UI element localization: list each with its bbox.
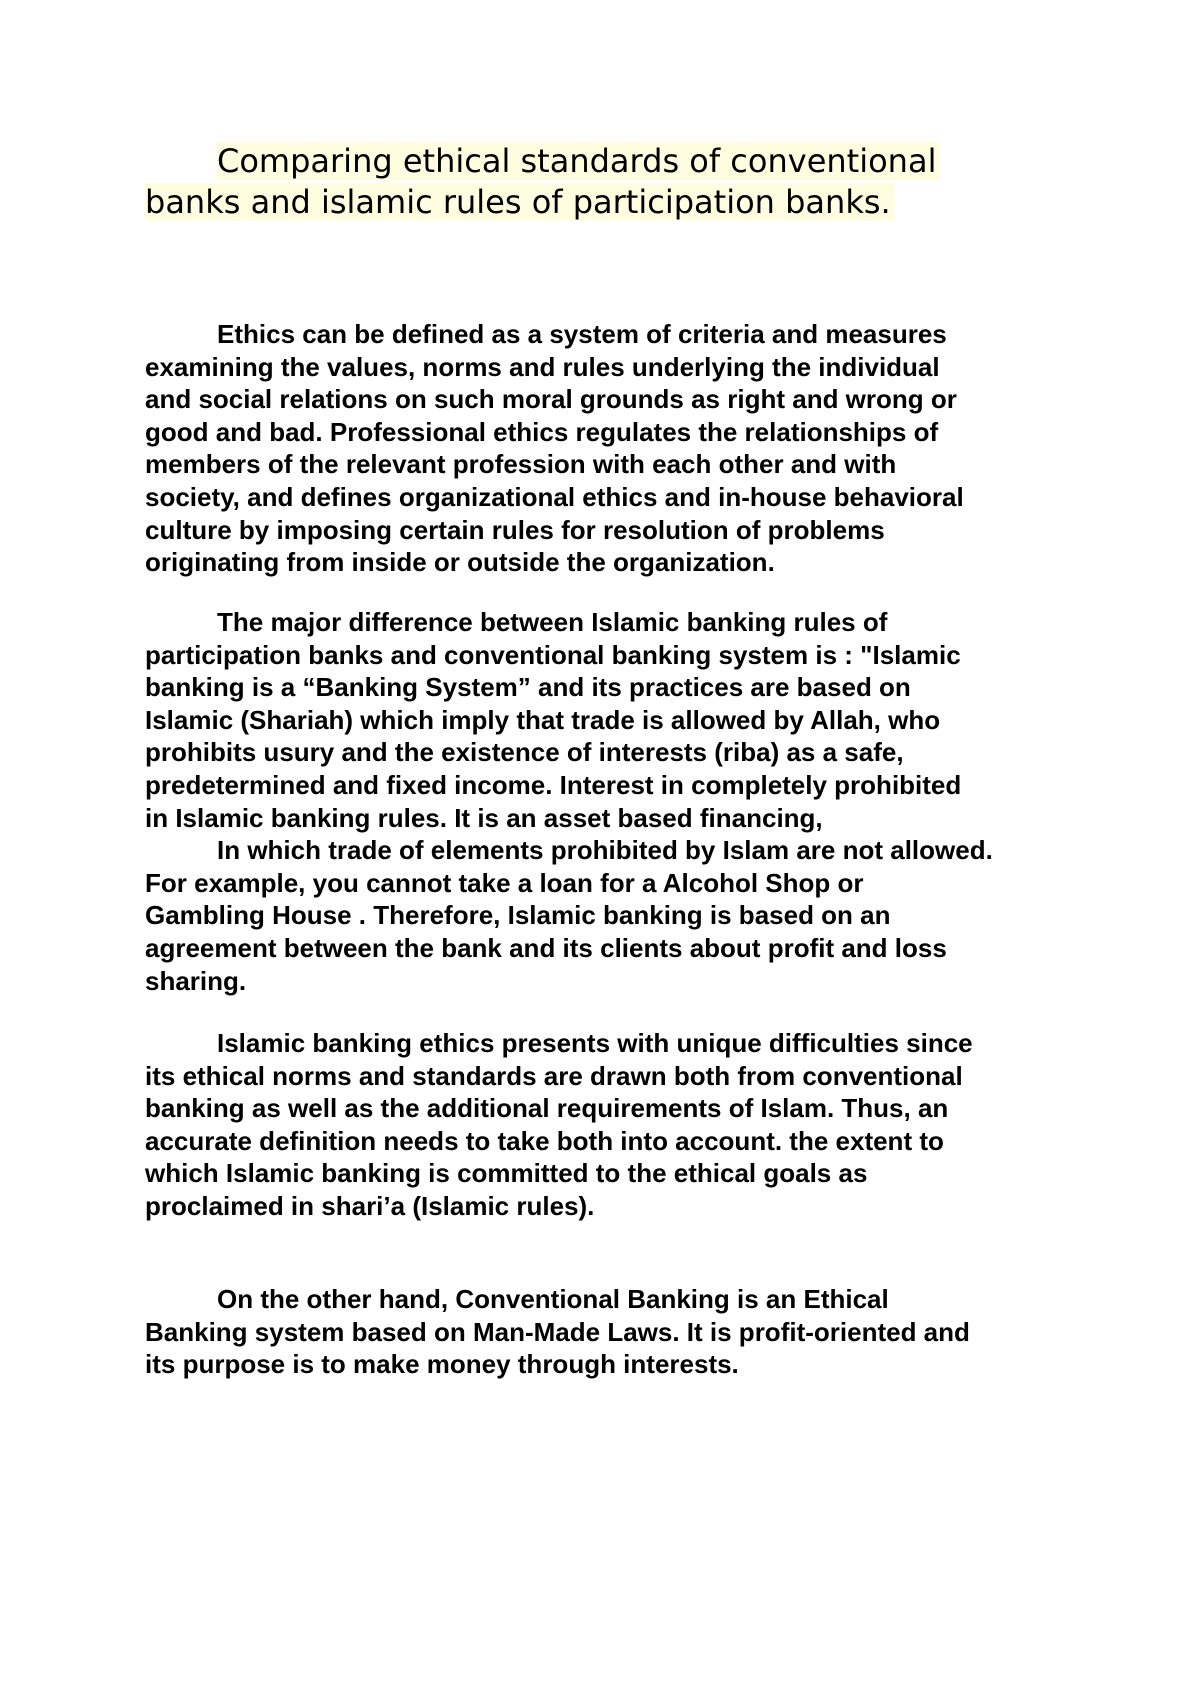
text-line: Banking system based on Man-Made Laws. It is profit-oriented and xyxy=(145,1316,970,1347)
text-line xyxy=(145,318,1075,351)
text-line: prohibits usury and the existence of interests (riba) as a safe, xyxy=(145,737,904,768)
text-line-content: The major difference between Islamic banking rules of xyxy=(217,607,888,637)
text-line-content: In which trade of elements prohibited by Islam are not allowed. xyxy=(217,835,993,866)
text-line: agreement between the bank and its clients about profit and loss xyxy=(145,932,947,963)
text-line: banking is a “Banking System” and its practices are based on xyxy=(145,672,911,703)
text-line: For example, you cannot take a loan for a Alcohol Shop or xyxy=(145,867,864,898)
text-line: originating from inside or outside the organization. xyxy=(145,547,775,578)
text-line xyxy=(145,1027,1075,1060)
text-line xyxy=(145,834,1075,867)
text-line: society, and defines organizational ethics and in-house behavioral xyxy=(145,481,964,512)
text-line: banking as well as the additional requirements of Islam. Thus, an xyxy=(145,1093,949,1124)
text-line-content: Islamic banking ethics presents with unique difficulties since xyxy=(217,1028,973,1058)
document-title xyxy=(145,141,1075,223)
text-line: members of the relevant profession with each other and with xyxy=(145,449,897,480)
text-line: and social relations on such moral grounds as right and wrong or xyxy=(145,384,957,415)
title-line-2-text: banks and islamic rules of participation banks. xyxy=(145,183,895,221)
title-line-1 xyxy=(145,141,1075,182)
paragraph-major-difference xyxy=(145,606,1075,997)
text-line: its ethical norms and standards are drawn both from conventional xyxy=(145,1060,963,1091)
text-line: sharing. xyxy=(145,965,247,996)
text-line: culture by imposing certain rules for resolution of problems xyxy=(145,514,885,545)
paragraph-ethics-definition xyxy=(145,318,1075,579)
text-line: proclaimed in shari’a (Islamic rules). xyxy=(145,1190,595,1221)
title-line-1-text: Comparing ethical standards of conventional xyxy=(217,142,940,180)
title-line-2 xyxy=(145,182,1075,223)
text-line: Gambling House . Therefore, Islamic banking is based on an xyxy=(145,900,891,931)
text-line: predetermined and fixed income. Interest in completely prohibited xyxy=(145,769,962,800)
paragraph-conventional-banking xyxy=(145,1283,1075,1381)
text-line xyxy=(145,1283,1075,1316)
text-line: examining the values, norms and rules underlying the individual xyxy=(145,351,940,382)
text-line: in Islamic banking rules. It is an asset based financing, xyxy=(145,802,823,833)
text-line: its purpose is to make money through interests. xyxy=(145,1349,739,1380)
text-line: participation banks and conventional banking system is : "Islamic xyxy=(145,639,961,670)
text-line: which Islamic banking is committed to the ethical goals as xyxy=(145,1158,868,1189)
text-line xyxy=(145,606,1075,639)
text-line: good and bad. Professional ethics regulates the relationships of xyxy=(145,416,939,447)
text-line: Islamic (Shariah) which imply that trade is allowed by Allah, who xyxy=(145,704,941,735)
text-line-content: Ethics can be defined as a system of criteria and measures xyxy=(217,319,947,349)
text-line-content: On the other hand, Conventional Banking is an Ethical xyxy=(217,1284,889,1314)
paragraph-islamic-ethics xyxy=(145,1027,1075,1223)
text-line: accurate definition needs to take both into account. the extent to xyxy=(145,1125,944,1156)
